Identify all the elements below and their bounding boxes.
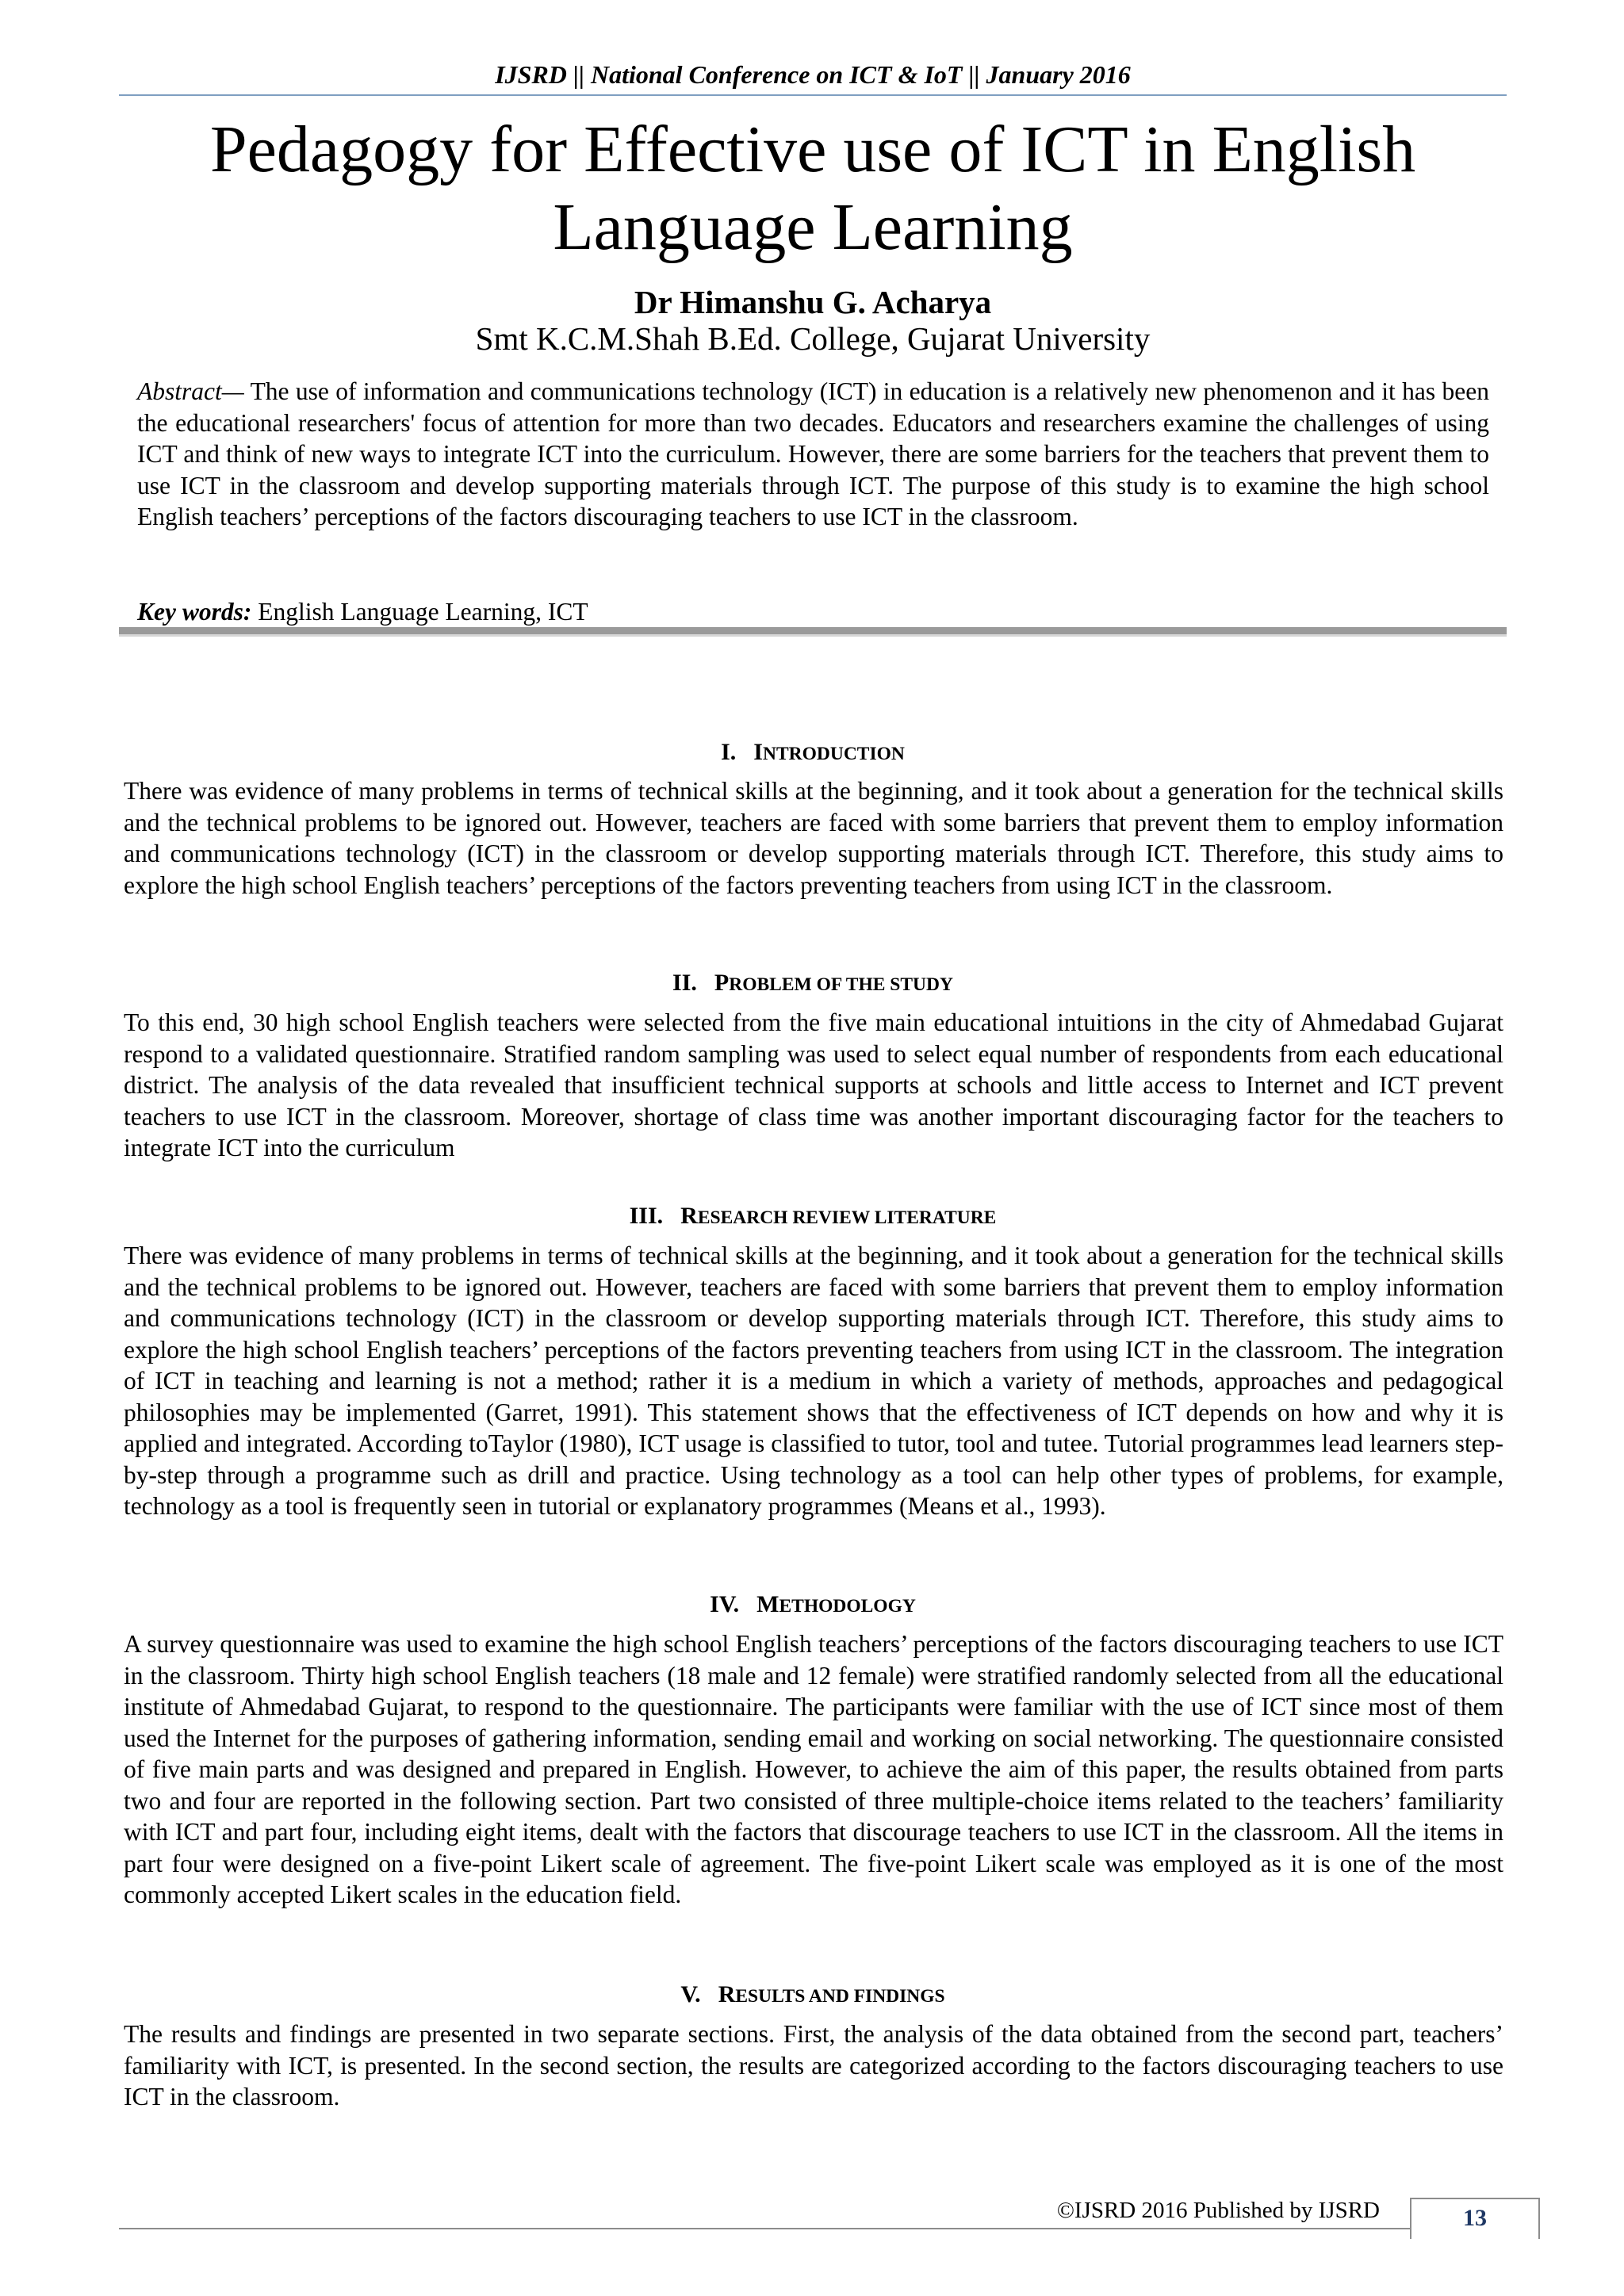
section-body-problem: To this end, 30 high school English teachers were selected from the five main educational intuitions in the city of Ahmedabad Gujarat respond to a validated questionnaire. Stratified random sampling was used to select equal number of respondents from each educational district. The analysis of the data revealed that insufficient technical supports at schools and little access to Internet and ICT prevent teachers to use ICT in the classroom. Moreover, shortage of class time was another important discouraging factor for the teachers to integrate ICT into the curriculum	[124, 1008, 1503, 1161]
section-heading-rest: ESEARCH REVIEW LITERATURE	[697, 1207, 997, 1228]
section-body-methodology: A survey questionnaire was used to examine the high school English teachers’ perceptions of the factors discouraging teachers to use ICT in the classroom. Thirty high school English teachers (18 male and 12 female) were stratified randomly selected from all the educational institute of Ahmedabad Gujarat, to respond to the questionnaire. The participants were familiar with the use of ICT since most of them used the Internet for the purposes of gathering information, sending email and working on social networking. The questionnaire consisted of five main parts and was designed and prepared in English. However, to achieve the aim of this paper, the results obtained from parts two and four are reported in the following section. Part two consisted of three multiple-choice items related to the teachers’ familiarity with ICT and part four, including eight items, dealt with the factors that discourage teachers to use ICT in the classroom. All the items in part four were designed on a five-point Likert scale of agreement. The five-point Likert scale was employed as it is one of the most commonly accepted Likert scales in the education field.	[124, 1630, 1503, 1908]
keywords	[137, 596, 1489, 628]
section-number: II.	[672, 970, 697, 996]
abstract-divider-shadow	[119, 634, 1507, 637]
abstract	[137, 376, 1489, 533]
abstract-text: The use of information and communications technology (ICT) in education is a relatively new phenomenon and it has been the educational researchers' focus of attention for more than two decades. Educators and researchers examine the challenges of using ICT and think of new ways to integrate ICT into the curriculum. However, there are some barriers for the teachers that prevent them to use ICT in the classroom and develop supporting materials through ICT. The purpose of this study is to examine the high school English teachers’ perceptions of the factors discouraging teachers to use ICT in the classroom.	[137, 377, 1489, 530]
author-affiliation: Smt K.C.M.Shah B.Ed. College, Gujarat University	[475, 320, 1151, 357]
section-body-introduction: There was evidence of many problems in terms of technical skills at the beginning, and it took about a generation for the technical skills and the technical problems to be ignored out. However, teachers are faced with some barriers that prevent them to employ information and communications technology (ICT) in the classroom or develop supporting materials through ICT. Therefore, this study aims to explore the high school English teachers’ perceptions of the factors preventing teachers from using ICT in the classroom.	[124, 777, 1503, 899]
page-number: 13	[1463, 2205, 1487, 2231]
section-number: III.	[629, 1203, 664, 1229]
section-heading-introduction	[119, 737, 1507, 770]
author-name: Dr Himanshu G. Acharya	[634, 284, 992, 320]
paper-title: Pedagogy for Effective use of ICT in English Language Learning	[209, 113, 1416, 264]
keywords-text: English Language Learning, ICT	[251, 598, 588, 626]
section-heading-initial: M	[756, 1591, 779, 1617]
keywords-label: Key words:	[137, 598, 252, 626]
section-heading-methodology	[119, 1589, 1507, 1622]
footer-copyright: ©IJSRD 2016 Published by IJSRD	[1056, 2198, 1380, 2223]
section-heading-rest: ROBLEM OF THE STUDY	[729, 974, 953, 995]
section-heading-initial: I	[753, 739, 763, 765]
section-heading-rest: ETHODOLOGY	[779, 1596, 916, 1617]
section-heading-results	[119, 1979, 1507, 2012]
section-heading-rest: NTRODUCTION	[762, 744, 905, 764]
section-heading-initial: R	[680, 1203, 698, 1229]
section-heading-rest: ESULTS AND FINDINGS	[735, 1986, 945, 2007]
abstract-label: Abstract—	[137, 377, 244, 405]
section-heading-initial: P	[714, 970, 730, 996]
section-heading-initial: R	[718, 1981, 736, 2007]
footer-rule	[119, 2228, 1538, 2229]
section-number: IV.	[710, 1591, 740, 1617]
running-head: IJSRD || National Conference on ICT & IoT || January 2016	[495, 60, 1131, 89]
section-number: I.	[721, 739, 737, 765]
abstract-divider	[119, 627, 1507, 634]
section-number: V.	[680, 1981, 701, 2007]
section-body-results: The results and findings are presented in two separate sections. First, the analysis of the data obtained from the second part, teachers’ familiarity with ICT, is presented. In the second section, the results are categorized according to the factors discouraging teachers to use ICT in the classroom.	[124, 2020, 1503, 2110]
section-heading-literature	[119, 1200, 1507, 1234]
section-body-literature: There was evidence of many problems in terms of technical skills at the beginning, and it took about a generation for the technical skills and the technical problems to be ignored out. However, teachers are faced with some barriers that prevent them to employ information and communications technology (ICT) in the classroom or develop supporting materials through ICT. Therefore, this study aims to explore the high school English teachers’ perceptions of the factors preventing teachers from using ICT in the classroom. The integration of ICT in teaching and learning is not a method; rather it is a medium in which a variety of methods, approaches and pedagogical philosophies may be implemented (Garret, 1991). This statement shows that the effectiveness of ICT depends on how and why it is applied and integrated. According toTaylor (1980), ICT usage is classified to tutor, tool and tutee. Tutorial programmes lead learners step-by-step through a programme such as drill and practice. Using technology as a tool can help other types of problems, for example, technology as a tool is frequently seen in tutorial or explanatory programmes (Means et al., 1993).	[124, 1242, 1503, 1520]
section-heading-problem	[119, 967, 1507, 1001]
header-rule	[119, 94, 1507, 96]
